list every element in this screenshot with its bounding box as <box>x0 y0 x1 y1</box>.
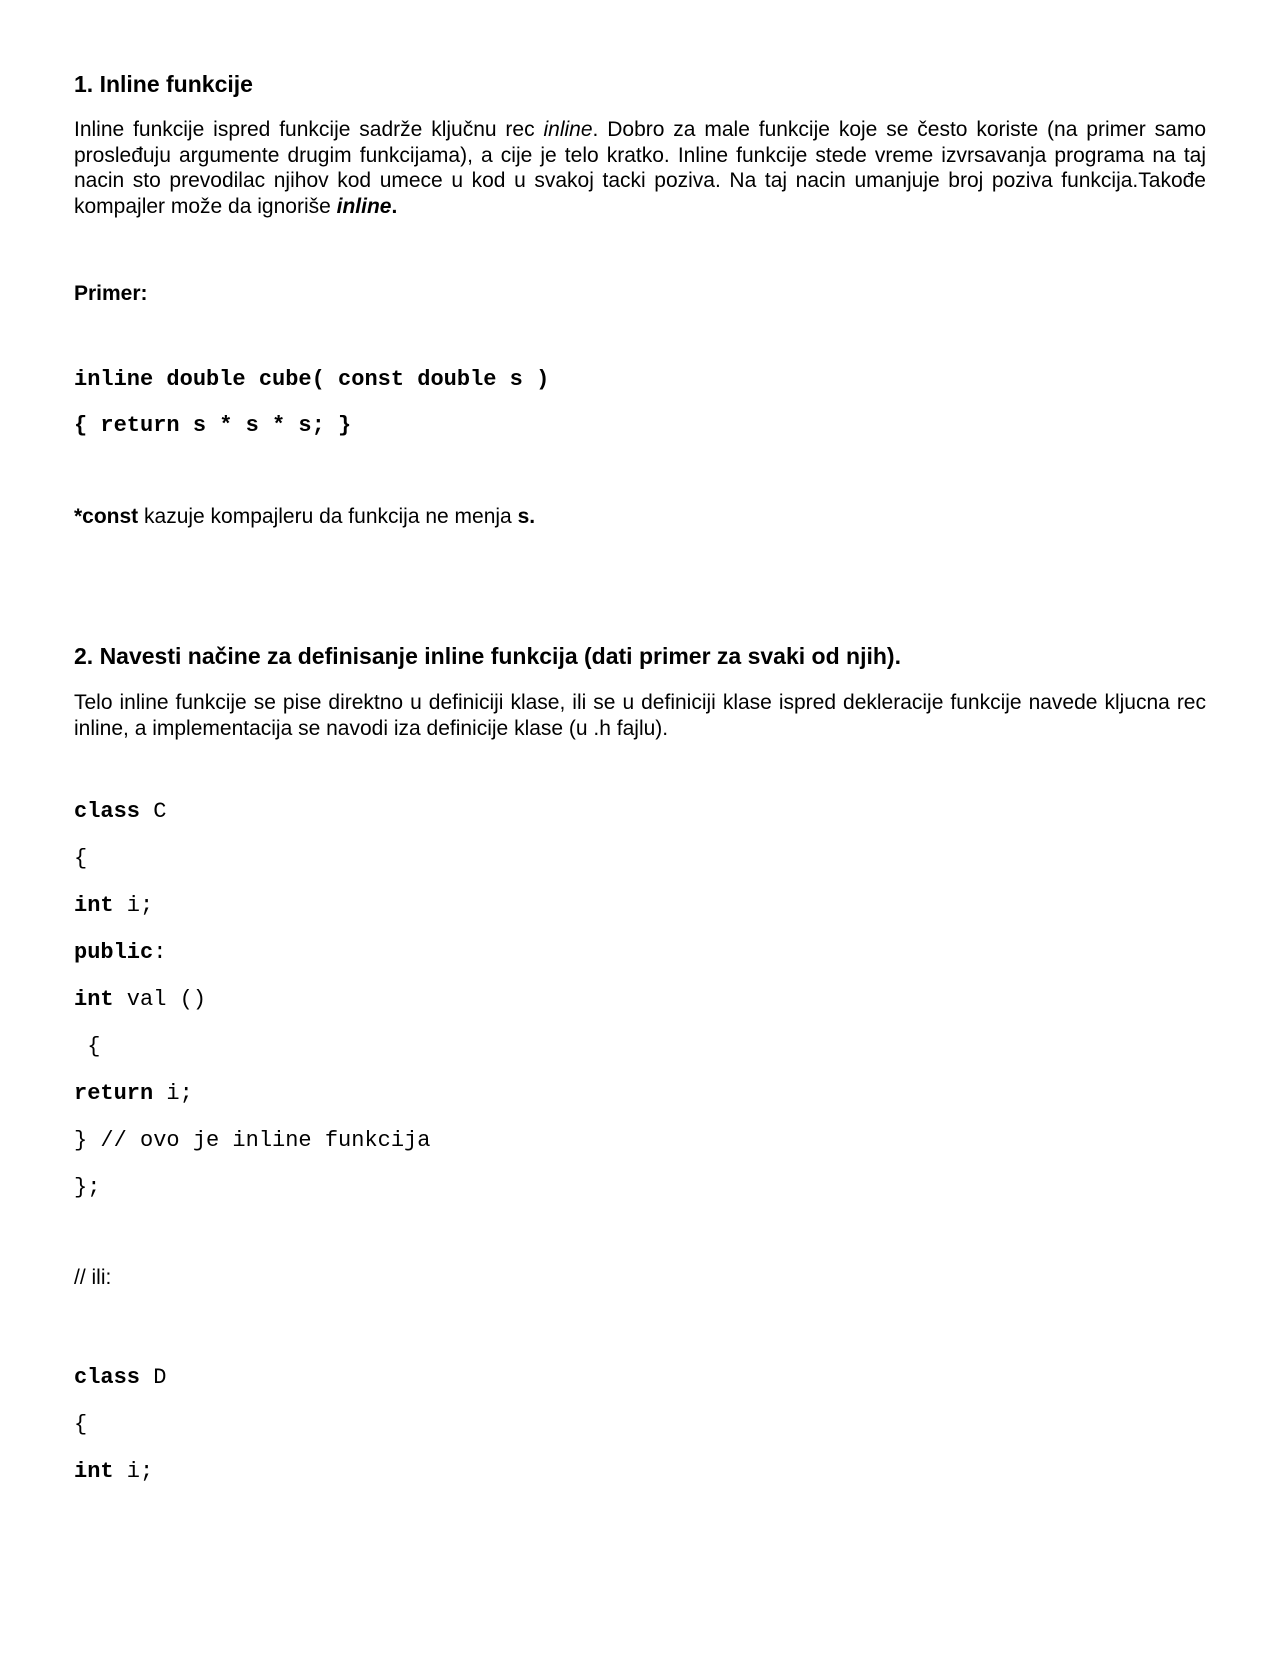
emphasis-inline: inline <box>543 118 593 141</box>
paragraph-text: Inline funkcije ispred funkcije sadrže ključnu rec <box>74 118 544 141</box>
code-line: { return s * s * s; } <box>74 413 352 438</box>
strong-emphasis-inline: inline <box>336 194 392 218</box>
paragraph-text: . Dobro za male funkcije koje se često koriste (na primer samo prosleđuju argumente drugim funkcijama), a cije je telo kratko. Inline funkcije stede vreme izvrsavanja programa na taj nacin sto prevodilac njihov kod umece u kod u svakoj tacki poziva. Na taj nacin umanjuje broj poziva funkcija.Takođe kompajler može da ignoriše <box>74 118 1206 218</box>
code-line: inline double cube( const double s ) <box>74 367 550 392</box>
code-line: int val () <box>74 987 207 1012</box>
code-line: { <box>74 846 88 871</box>
note-end: s. <box>517 505 536 528</box>
code-line: class C <box>74 799 167 824</box>
document-page <box>74 0 1206 1656</box>
code-line: { <box>74 1034 101 1059</box>
section-2-paragraph: Telo inline funkcije se pise direktno u definiciji klase, ili se u definiciji klase ispred dekleracije funkcije navede kljucna rec inline, a implementacija se navodi iza definicije klase (u .h fajlu). <box>74 691 1206 740</box>
paragraph-end: . <box>391 194 398 218</box>
code-line: class D <box>74 1365 167 1390</box>
note-text: kazuje kompajleru da funkcija ne menja <box>138 505 518 528</box>
code-line: { <box>74 1412 88 1437</box>
code-line: public: <box>74 940 167 965</box>
code-line: } // ovo je inline funkcija <box>74 1128 431 1153</box>
section-2-heading <box>74 642 901 670</box>
const-note <box>74 505 535 529</box>
code-line: int i; <box>74 893 154 918</box>
example-label: Primer: <box>74 282 148 305</box>
section-1-paragraph <box>74 117 1206 219</box>
or-label: // ili: <box>74 1266 112 1289</box>
code-line: int i; <box>74 1459 154 1484</box>
note-keyword: *const <box>74 505 139 528</box>
code-line: }; <box>74 1175 101 1200</box>
code-line: return i; <box>74 1081 193 1106</box>
heading-text: 1. Inline funkcije <box>74 71 253 97</box>
section-1-heading <box>74 70 253 98</box>
heading-text: 2. Navesti načine za definisanje inline funkcija (dati primer za svaki od njih). <box>74 643 901 669</box>
